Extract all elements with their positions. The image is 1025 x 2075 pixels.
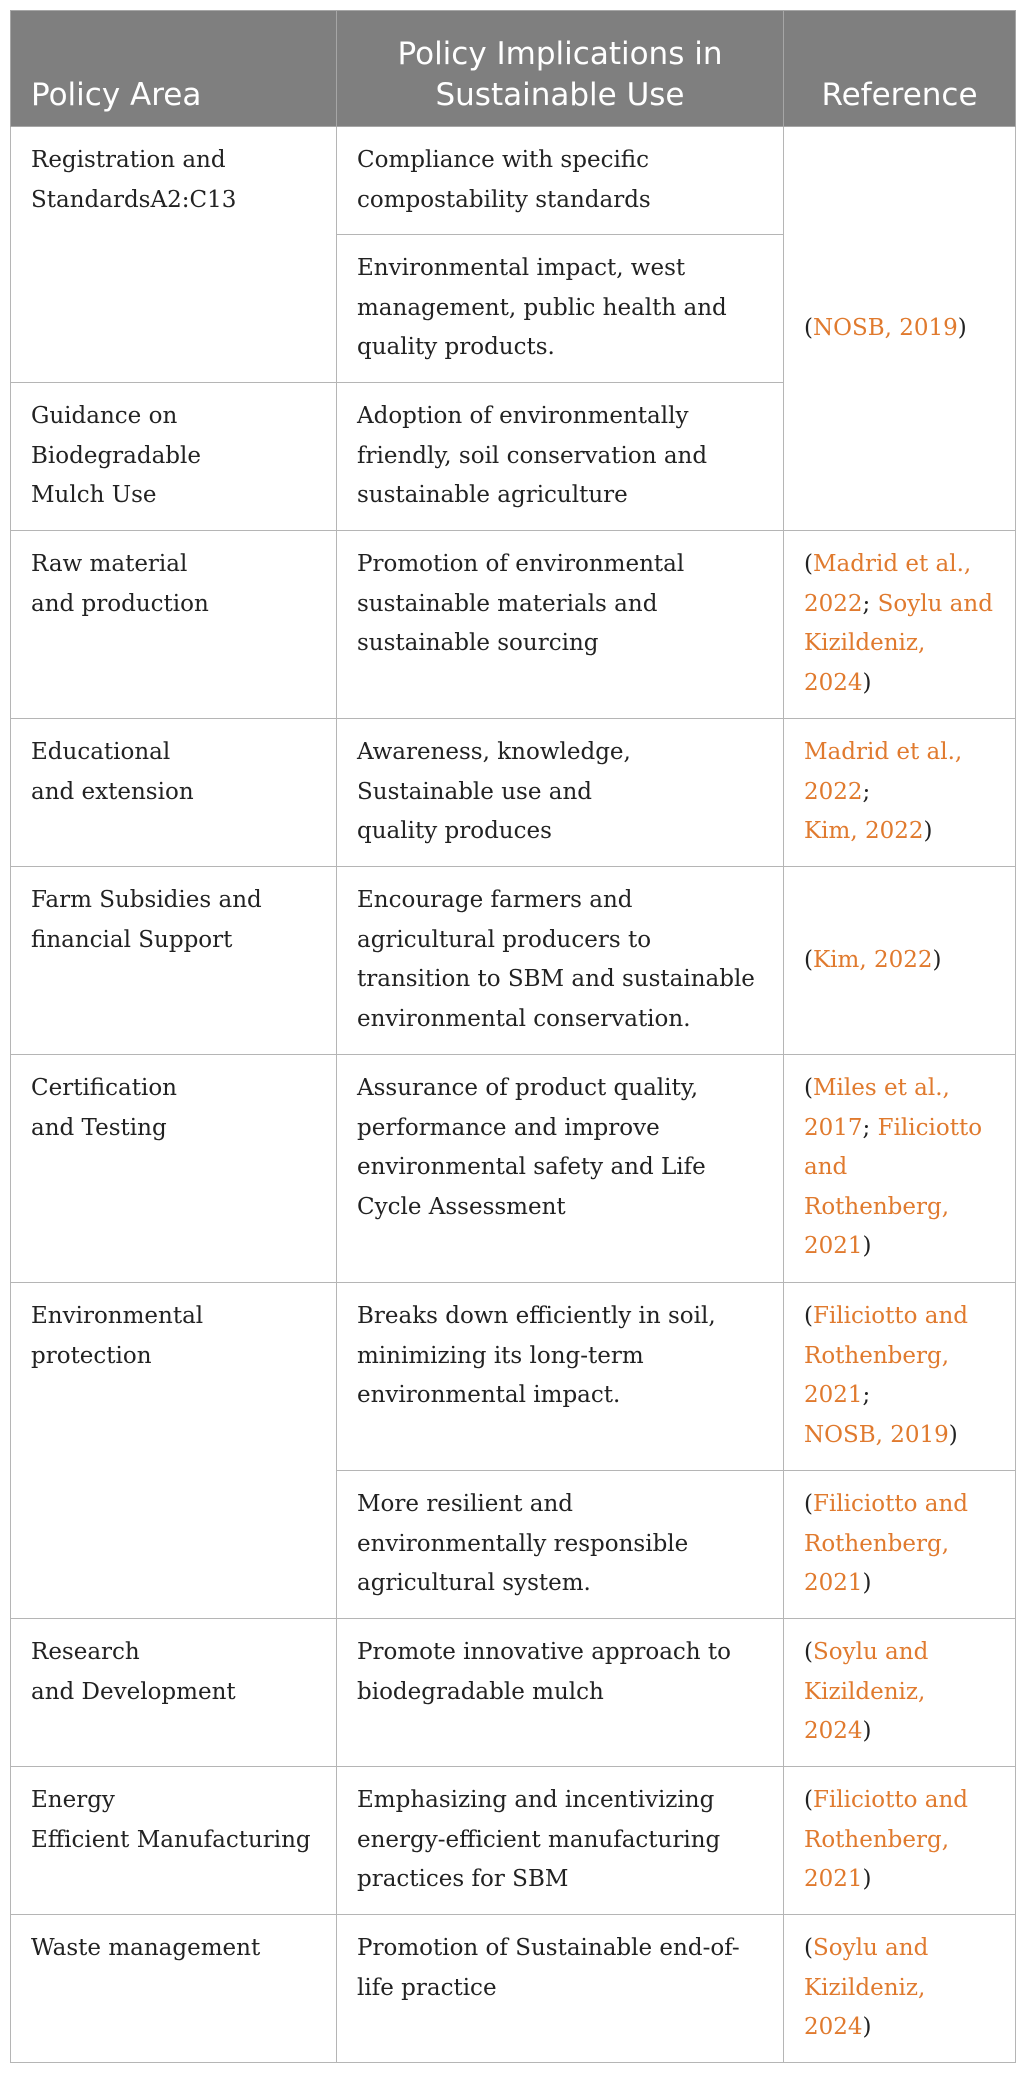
implication-cell: Emphasizing and incentivizing energy-efficient manufacturing practices for SBM: [337, 1767, 784, 1915]
reference-link[interactable]: Madrid et al., 2022: [804, 739, 963, 805]
reference-link[interactable]: Filiciotto and Rothenberg, 2021: [804, 1787, 968, 1892]
policy-area-cell: Educational and extension: [11, 719, 337, 867]
reference-link[interactable]: NOSB, 2019: [812, 314, 958, 341]
reference-cell: (Filiciotto and Rothenberg, 2021): [784, 1471, 1016, 1619]
table-row: [11, 867, 1016, 1055]
policy-table: [10, 10, 1016, 2063]
policy-area-cell: Raw material and production: [11, 531, 337, 719]
reference-cell: Madrid et al., 2022; Kim, 2022): [784, 719, 1016, 867]
implication-cell: Adoption of environmentally friendly, soil conservation and sustainable agriculture: [337, 383, 784, 531]
reference-cell: (Madrid et al., 2022; Soylu and Kizildeniz, 2024): [784, 531, 1016, 719]
policy-area-cell: Waste management: [11, 1915, 337, 2063]
reference-link[interactable]: Soylu and Kizildeniz, 2024: [804, 590, 993, 696]
reference-link[interactable]: Soylu and Kizildeniz, 2024: [804, 1639, 929, 1744]
reference-link[interactable]: Filiciotto and Rothenberg, 2021: [804, 1491, 968, 1596]
table-row: [11, 1915, 1016, 2063]
implication-cell: Promote innovative approach to biodegradable mulch: [337, 1619, 784, 1767]
implication-cell: More resilient and environmentally responsible agricultural system.: [337, 1471, 784, 1619]
reference-link[interactable]: Kim, 2022: [804, 818, 924, 844]
table-body: [11, 127, 1016, 2063]
policy-table-container: [10, 10, 1016, 2063]
reference-cell: (Soylu and Kizildeniz, 2024): [784, 1915, 1016, 2063]
implication-cell: Environmental impact, west management, public health and quality products.: [337, 235, 784, 383]
policy-area-cell: Certification and Testing: [11, 1055, 337, 1283]
reference-link[interactable]: Kim, 2022: [812, 946, 933, 973]
policy-area-cell: Energy Efficient Manufacturing: [11, 1767, 337, 1915]
header-policy-implications: Policy Implications in Sustainable Use: [337, 11, 784, 127]
implication-cell: Breaks down efficiently in soil, minimizing its long-term environmental impact.: [337, 1283, 784, 1471]
implication-cell: Encourage farmers and agricultural producers to transition to SBM and sustainable environmental conservation.: [337, 867, 784, 1055]
implication-cell: Promotion of Sustainable end-of- life practice: [337, 1915, 784, 2063]
reference-link[interactable]: NOSB, 2019: [804, 1421, 949, 1448]
header-reference: Reference: [784, 11, 1016, 127]
header-row: [11, 11, 1016, 127]
reference-cell: (Filiciotto and Rothenberg, 2021; NOSB, 2019): [784, 1283, 1016, 1471]
reference-cell: (Miles et al., 2017; Filiciotto and Rothenberg, 2021): [784, 1055, 1016, 1283]
table-row: [11, 719, 1016, 867]
table-row: [11, 1767, 1016, 1915]
table-row: [11, 531, 1016, 719]
reference-link[interactable]: Miles et al., 2017: [804, 1075, 950, 1141]
policy-area-cell: Guidance on Biodegradable Mulch Use: [11, 383, 337, 531]
reference-link[interactable]: Madrid et al., 2022: [804, 551, 972, 617]
reference-cell: (Kim, 2022): [784, 867, 1016, 1055]
reference-cell: (Soylu and Kizildeniz, 2024): [784, 1619, 1016, 1767]
table-row: [11, 1055, 1016, 1283]
policy-area-cell: Environmental protection: [11, 1283, 337, 1619]
implication-cell: Assurance of product quality, performance and improve environmental safety and Life Cycle Assessment: [337, 1055, 784, 1283]
table-row: [11, 1619, 1016, 1767]
table-row: [11, 1283, 1016, 1471]
implication-cell: Awareness, knowledge, Sustainable use and quality produces: [337, 719, 784, 867]
reference-link[interactable]: Filiciotto and Rothenberg, 2021: [804, 1303, 968, 1408]
implication-cell: Promotion of environmental sustainable materials and sustainable sourcing: [337, 531, 784, 719]
reference-cell: (Filiciotto and Rothenberg, 2021): [784, 1767, 1016, 1915]
policy-area-cell: Research and Development: [11, 1619, 337, 1767]
policy-area-cell: Registration and StandardsA2:C13: [11, 127, 337, 383]
header-policy-area: Policy Area: [11, 11, 337, 127]
reference-link[interactable]: Soylu and Kizildeniz, 2024: [804, 1935, 929, 2040]
table-row: [11, 127, 1016, 235]
reference-cell: (NOSB, 2019): [784, 127, 1016, 531]
reference-link[interactable]: Filiciotto and Rothenberg, 2021: [804, 1114, 983, 1259]
implication-cell: Compliance with specific compostability standards: [337, 127, 784, 235]
table-header: [11, 11, 1016, 127]
policy-area-cell: Farm Subsidies and financial Support: [11, 867, 337, 1055]
